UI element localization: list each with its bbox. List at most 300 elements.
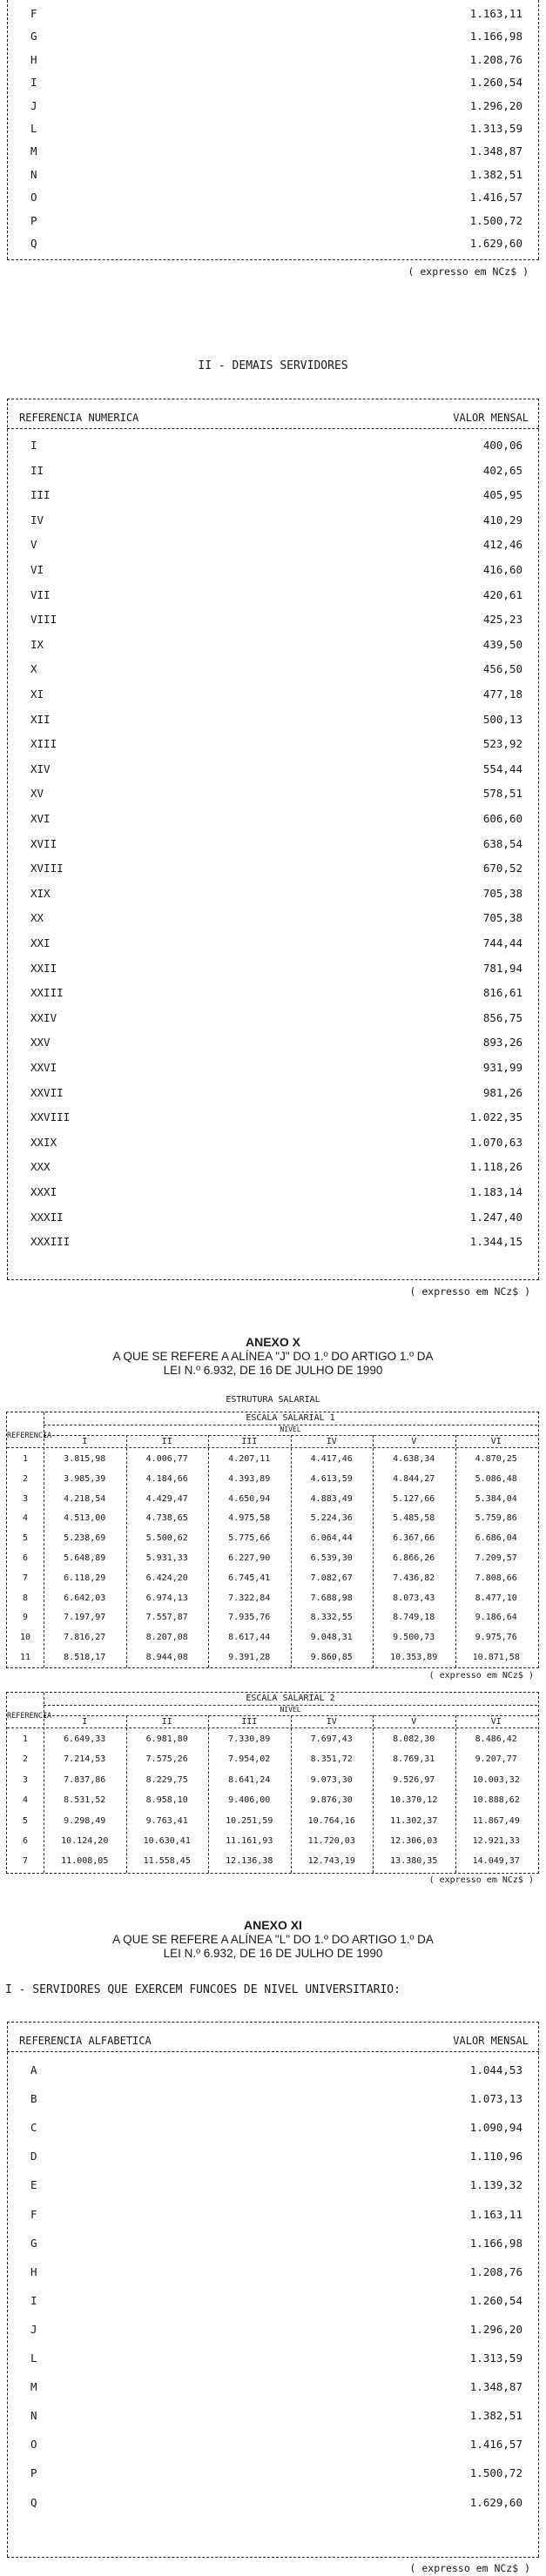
annex-xi-value: 1.073,13 bbox=[469, 2092, 522, 2106]
section-ii-value-header: VALOR MENSAL bbox=[453, 412, 529, 424]
salary-scale-2-cell: 8.351,72 bbox=[310, 1754, 353, 1765]
salary-scale-1-cell: 4.429,47 bbox=[145, 1493, 188, 1504]
section-ii-value: 405,95 bbox=[482, 488, 522, 502]
annex-xi-row bbox=[8, 2122, 538, 2134]
salary-scale-2-cell: 8.958,10 bbox=[145, 1795, 188, 1806]
section-ii-value: 1.022,35 bbox=[469, 1110, 522, 1124]
salary-scale-1-cell: 6.227,90 bbox=[228, 1553, 271, 1563]
section-ii-value: 606,60 bbox=[482, 812, 522, 825]
section-ii-value: 416,60 bbox=[482, 563, 522, 576]
annex-xi-ref: M bbox=[30, 2380, 37, 2394]
annex-x-subtitle-2: LEI N.º 6.932, DE 16 DE JULHO DE 1990 bbox=[163, 1364, 383, 1377]
salary-scale-2-row-ref: 7 bbox=[22, 1856, 29, 1867]
salary-scale-2-row-ref: 3 bbox=[22, 1774, 29, 1785]
section-ii-row bbox=[8, 813, 538, 825]
salary-scale-2-cell: 9.526,97 bbox=[393, 1774, 435, 1785]
annex-xi-row bbox=[8, 2093, 538, 2105]
annex-xi-value: 1.044,53 bbox=[469, 2063, 522, 2076]
salary-scale-1-row-ref: 5 bbox=[22, 1533, 29, 1544]
salary-scale-1-cell: 4.184,66 bbox=[145, 1473, 188, 1484]
top-list-ref: L bbox=[30, 122, 37, 135]
top-list-row bbox=[8, 100, 538, 112]
top-list-row bbox=[8, 145, 538, 158]
top-list-ref: M bbox=[30, 144, 37, 158]
section-ii-row bbox=[8, 1161, 538, 1173]
section-ii-row bbox=[8, 465, 538, 477]
section-ii-value: 402,65 bbox=[482, 463, 522, 477]
section-ii-ref: XXXI bbox=[30, 1185, 57, 1198]
annex-xi-ref: O bbox=[30, 2438, 37, 2452]
salary-scale-1-cell: 7.557,87 bbox=[145, 1613, 188, 1623]
salary-scale-2-cell: 12.306,03 bbox=[390, 1836, 438, 1846]
salary-scale-1-cell: 3.985,39 bbox=[64, 1473, 106, 1484]
salary-scale-1-cell: 6.367,66 bbox=[393, 1533, 435, 1544]
salary-scale-1-level-header: VI bbox=[490, 1437, 502, 1446]
salary-scale-2-cell: 10.370,12 bbox=[390, 1795, 438, 1806]
salary-scale-2-nivel-label: NIVEL bbox=[280, 1706, 301, 1714]
section-ii-value: 1.344,15 bbox=[469, 1235, 522, 1249]
salary-scale-2-row-ref: 2 bbox=[22, 1754, 29, 1765]
section-ii-ref: XXX bbox=[30, 1160, 51, 1174]
salary-scale-1-cell: 5.485,58 bbox=[393, 1513, 435, 1524]
section-ii-value: 816,61 bbox=[482, 986, 522, 1000]
salary-scale-1-cell: 4.738,65 bbox=[145, 1513, 188, 1524]
salary-scale-1-cell: 8.617,44 bbox=[228, 1633, 271, 1643]
salary-scale-2-cell: 8.229,75 bbox=[145, 1774, 188, 1785]
salary-scale-1-row-ref: 7 bbox=[22, 1573, 29, 1583]
salary-scale-2-cell: 10.630,41 bbox=[143, 1836, 191, 1846]
salary-scale-1-cell: 5.648,89 bbox=[64, 1553, 106, 1563]
salary-scale-2-cell: 9.298,49 bbox=[64, 1815, 106, 1826]
salary-scale-1-cell: 9.186,64 bbox=[475, 1613, 517, 1623]
section-ii-value: 705,38 bbox=[482, 911, 522, 925]
top-list-value: 1.416,57 bbox=[469, 191, 522, 205]
top-list-ref: Q bbox=[30, 237, 37, 250]
annex-xi-row bbox=[8, 2064, 538, 2076]
annex-xi-row bbox=[8, 2179, 538, 2191]
salary-scale-2-cell: 10.003,32 bbox=[472, 1774, 520, 1785]
section-ii-value: 744,44 bbox=[482, 936, 522, 949]
section-ii-ref: XXVI bbox=[30, 1061, 57, 1074]
annex-xi-ref: C bbox=[30, 2121, 37, 2135]
annex-xi-ref: D bbox=[30, 2150, 37, 2163]
top-list-ref: F bbox=[30, 7, 37, 20]
salary-scale-2-cell: 11.008,05 bbox=[61, 1856, 109, 1867]
salary-scale-2-cell: 8.641,24 bbox=[228, 1774, 271, 1785]
salary-scale-1-cell: 6.118,29 bbox=[64, 1573, 106, 1583]
salary-scale-2-row-ref: 6 bbox=[22, 1836, 29, 1846]
salary-scale-2-level-header: IV bbox=[326, 1717, 337, 1727]
section-ii-value: 420,61 bbox=[482, 587, 522, 601]
salary-scale-1-row-ref: 3 bbox=[22, 1493, 29, 1504]
annex-xi-row bbox=[8, 2410, 538, 2422]
salary-scale-2-cell: 12.743,19 bbox=[307, 1856, 355, 1867]
salary-scale-1-cell: 8.518,17 bbox=[64, 1653, 106, 1662]
salary-scale-2-row-ref: 1 bbox=[22, 1734, 29, 1744]
section-ii-row bbox=[8, 1236, 538, 1248]
salary-scale-1-cell: 10.871,58 bbox=[472, 1653, 520, 1662]
section-ii-ref: XI bbox=[30, 688, 44, 701]
section-ii-ref: III bbox=[30, 488, 51, 502]
section-ii-value: 500,13 bbox=[482, 712, 522, 726]
annex-xi-row bbox=[8, 2352, 538, 2365]
salary-scale-1-title: ESCALA SALARIAL 1 bbox=[246, 1413, 335, 1423]
salary-scale-1-cell: 4.006,77 bbox=[145, 1454, 188, 1464]
section-ii-ref: VIII bbox=[30, 613, 57, 627]
salary-scale-2-cell: 11.558,45 bbox=[143, 1856, 191, 1867]
salary-scale-1-cell: 8.207,08 bbox=[145, 1633, 188, 1643]
salary-scale-1-cell: 8.477,10 bbox=[475, 1593, 517, 1603]
section-ii-ref: XXIII bbox=[30, 986, 64, 1000]
section-ii-ref: I bbox=[30, 439, 37, 452]
salary-scale-1-cell: 4.417,46 bbox=[310, 1454, 353, 1464]
annex-xi-row bbox=[8, 2237, 538, 2250]
section-ii-value: 981,26 bbox=[482, 1085, 522, 1099]
top-list-value: 1.208,76 bbox=[469, 52, 522, 66]
salary-scale-2-cell: 9.207,77 bbox=[475, 1754, 517, 1765]
annex-x-subtitle-1: A QUE SE REFERE A ALÍNEA "J" DO 1.º DO ARTIGO 1.º DA bbox=[112, 1350, 434, 1363]
annex-xi-ref-header: REFERENCIA ALFABETICA bbox=[19, 2035, 152, 2047]
annex-xi-value: 1.296,20 bbox=[469, 2322, 522, 2336]
annex-xi-ref: I bbox=[30, 2293, 37, 2307]
section-ii-row bbox=[8, 663, 538, 675]
top-list-value: 1.296,20 bbox=[469, 98, 522, 112]
salary-scale-2-level-header: III bbox=[241, 1717, 258, 1727]
salary-scale-2-table bbox=[6, 1692, 539, 1874]
top-list-row bbox=[8, 30, 538, 43]
section-ii-row bbox=[8, 1211, 538, 1224]
section-ii-ref: XX bbox=[30, 911, 44, 925]
salary-scale-2-level-header: V bbox=[411, 1717, 417, 1727]
top-list-value: 1.500,72 bbox=[469, 213, 522, 227]
annex-xi-value: 1.348,87 bbox=[469, 2380, 522, 2394]
section-ii-row bbox=[8, 439, 538, 452]
salary-scale-1-cell: 7.816,27 bbox=[64, 1633, 106, 1643]
salary-scale-1-ref-header: REFERENCIA bbox=[7, 1432, 52, 1440]
salary-scale-1-cell: 10.353,89 bbox=[390, 1653, 438, 1662]
salary-scale-1-cell: 7.197,97 bbox=[64, 1613, 106, 1623]
section-ii-ref: XVI bbox=[30, 812, 51, 825]
salary-scale-1-row-ref: 2 bbox=[22, 1473, 29, 1484]
top-list-ref: O bbox=[30, 191, 37, 205]
section-ii-value: 781,94 bbox=[482, 961, 522, 975]
section-ii-value: 554,44 bbox=[482, 761, 522, 775]
salary-scale-2-row-ref: 5 bbox=[22, 1815, 29, 1826]
annex-xi-ref: H bbox=[30, 2264, 37, 2278]
salary-scale-2-title: ESCALA SALARIAL 2 bbox=[246, 1694, 335, 1703]
salary-scale-2-cell: 7.214,53 bbox=[64, 1754, 106, 1765]
section-ii-value: 705,38 bbox=[482, 886, 522, 900]
salary-scale-1-cell: 5.238,69 bbox=[64, 1533, 106, 1544]
top-list-currency-note: ( expresso em NCz$ ) bbox=[408, 265, 529, 278]
salary-scale-1-cell: 4.638,34 bbox=[393, 1454, 435, 1464]
salary-scale-1-nivel-label: NIVEL bbox=[280, 1426, 301, 1433]
top-list-row bbox=[8, 238, 538, 250]
salary-scale-1-cell: 8.073,43 bbox=[393, 1593, 435, 1603]
top-list-row bbox=[8, 191, 538, 204]
salary-scale-1-cell: 4.218,54 bbox=[64, 1493, 106, 1504]
section-ii-ref: XXI bbox=[30, 936, 51, 949]
salary-scale-2-cell: 8.082,30 bbox=[393, 1734, 435, 1744]
salary-scale-1-cell: 7.322,84 bbox=[228, 1593, 271, 1603]
section-ii-ref: XVIII bbox=[30, 862, 64, 875]
salary-scale-2-cell: 8.769,31 bbox=[393, 1754, 435, 1765]
section-ii-ref: XXV bbox=[30, 1036, 51, 1050]
section-ii-row bbox=[8, 788, 538, 800]
top-list-row bbox=[8, 54, 538, 66]
salary-scale-2-cell: 11.302,37 bbox=[390, 1815, 438, 1826]
section-ii-row bbox=[8, 763, 538, 775]
salary-scale-2-cell: 13.380,35 bbox=[390, 1856, 438, 1867]
section-ii-value: 1.118,26 bbox=[469, 1160, 522, 1174]
top-list-row bbox=[8, 123, 538, 135]
top-list-value: 1.382,51 bbox=[469, 167, 522, 181]
section-ii-row bbox=[8, 1111, 538, 1124]
section-ii-row bbox=[8, 489, 538, 501]
salary-scale-1-cell: 7.082,67 bbox=[310, 1573, 353, 1583]
salary-scale-2-cell: 12.136,38 bbox=[226, 1856, 273, 1867]
salary-scale-1-cell: 4.207,11 bbox=[228, 1454, 271, 1464]
salary-scale-1-row-ref: 10 bbox=[19, 1633, 31, 1643]
top-list-row bbox=[8, 169, 538, 181]
salary-scale-2-cell: 6.649,33 bbox=[64, 1734, 106, 1744]
salary-scale-2-row-ref: 4 bbox=[22, 1795, 29, 1806]
salary-scale-1-cell: 4.613,59 bbox=[310, 1473, 353, 1484]
salary-scale-2-cell: 11.720,03 bbox=[307, 1836, 355, 1846]
salary-scale-1-level-header: IV bbox=[326, 1437, 337, 1446]
section-ii-value: 670,52 bbox=[482, 862, 522, 875]
salary-scale-1-cell: 6.424,20 bbox=[145, 1573, 188, 1583]
section-ii-ref: XIV bbox=[30, 761, 51, 775]
salary-scale-1-cell: 3.815,98 bbox=[64, 1454, 106, 1464]
section-ii-ref: XXVIII bbox=[30, 1110, 71, 1124]
section-ii-value: 893,26 bbox=[482, 1036, 522, 1050]
salary-scale-2-level-header: I bbox=[82, 1717, 88, 1727]
salary-scale-1-cell: 8.332,55 bbox=[310, 1613, 353, 1623]
section-ii-row bbox=[8, 888, 538, 900]
section-ii-ref: XXII bbox=[30, 961, 57, 975]
annex-xi-value: 1.166,98 bbox=[469, 2236, 522, 2250]
salary-scale-1-table bbox=[6, 1412, 539, 1668]
salary-scale-2-cell: 7.330,89 bbox=[228, 1734, 271, 1744]
salary-scale-1-cell: 7.209,57 bbox=[475, 1553, 517, 1563]
salary-scale-2-cell: 12.921,33 bbox=[472, 1836, 520, 1846]
section-ii-value: 412,46 bbox=[482, 538, 522, 552]
top-list-ref: J bbox=[30, 98, 37, 112]
salary-scale-1-cell: 4.975,58 bbox=[228, 1513, 271, 1524]
salary-scale-1-level-header: III bbox=[241, 1437, 258, 1446]
annex-xi-row bbox=[8, 2381, 538, 2393]
section-ii-ref-header: REFERENCIA NUMERICA bbox=[19, 412, 139, 424]
salary-scale-1-cell: 6.686,04 bbox=[475, 1533, 517, 1544]
section-ii-value: 638,54 bbox=[482, 836, 522, 850]
top-list-row bbox=[8, 8, 538, 20]
salary-scale-1-cell: 6.539,30 bbox=[310, 1553, 353, 1563]
salary-scale-1-cell: 5.759,86 bbox=[475, 1513, 517, 1524]
top-list-value: 1.260,54 bbox=[469, 76, 522, 90]
top-list-value: 1.313,59 bbox=[469, 122, 522, 135]
section-ii-row bbox=[8, 688, 538, 701]
salary-structure-label: ESTRUTURA SALARIAL bbox=[226, 1395, 320, 1405]
salary-scale-2-cell: 9.876,30 bbox=[310, 1795, 353, 1806]
salary-scale-2-header-rule bbox=[7, 1727, 537, 1728]
salary-scale-1-cell: 5.384,04 bbox=[475, 1493, 517, 1504]
salary-scale-1-level-header: V bbox=[411, 1437, 417, 1446]
annex-xi-title: ANEXO XI bbox=[244, 1918, 302, 1932]
section-ii-row bbox=[8, 1137, 538, 1149]
section-ii-value: 578,51 bbox=[482, 787, 522, 801]
salary-scale-2-cell: 10.251,59 bbox=[226, 1815, 273, 1826]
salary-scale-1-cell: 4.513,00 bbox=[64, 1513, 106, 1524]
salary-scale-1-cell: 5.775,66 bbox=[228, 1533, 271, 1544]
salary-scale-2-level-header: VI bbox=[490, 1717, 502, 1727]
section-ii-header-rule bbox=[7, 428, 539, 429]
annex-xi-value: 1.629,60 bbox=[469, 2495, 522, 2509]
salary-scale-1-cell: 5.127,66 bbox=[393, 1493, 435, 1504]
salary-scale-2-cell: 9.763,41 bbox=[145, 1815, 188, 1826]
annex-xi-value: 1.416,57 bbox=[469, 2438, 522, 2452]
salary-scale-2-cell: 10.888,62 bbox=[472, 1795, 520, 1806]
annex-xi-ref: F bbox=[30, 2207, 37, 2221]
section-ii-ref: VII bbox=[30, 587, 51, 601]
section-ii-value: 1.070,63 bbox=[469, 1135, 522, 1149]
salary-scale-1-note: ( expresso em NCz$ ) bbox=[428, 1671, 534, 1680]
section-ii-value: 931,99 bbox=[482, 1061, 522, 1074]
annex-xi-value: 1.260,54 bbox=[469, 2293, 522, 2307]
section-ii-row bbox=[8, 1186, 538, 1198]
section-ii-value: 400,06 bbox=[482, 439, 522, 452]
salary-scale-1-level-header: I bbox=[82, 1437, 88, 1446]
section-ii-row bbox=[8, 862, 538, 875]
salary-scale-2-cell: 8.531,52 bbox=[64, 1795, 106, 1806]
salary-scale-2-cell: 9.406,00 bbox=[228, 1795, 271, 1806]
salary-scale-1-cell: 9.391,28 bbox=[228, 1653, 271, 1662]
top-list-ref: N bbox=[30, 167, 37, 181]
annex-xi-subtitle-1: A QUE SE REFERE A ALÍNEA "L" DO 1.º DO ARTIGO 1.º DA bbox=[112, 1933, 434, 1946]
section-ii-ref: XV bbox=[30, 787, 44, 801]
top-list-value: 1.348,87 bbox=[469, 144, 522, 158]
salary-scale-1-cell: 4.883,49 bbox=[310, 1493, 353, 1504]
section-ii-value: 456,50 bbox=[482, 662, 522, 676]
section-ii-row bbox=[8, 1012, 538, 1024]
annex-xi-section-title: I - SERVIDORES QUE EXERCEM FUNCOES DE NIVEL UNIVERSITARIO: bbox=[5, 1983, 401, 1996]
annex-xi-row bbox=[8, 2324, 538, 2336]
salary-scale-1-level-header: II bbox=[161, 1437, 172, 1446]
section-ii-row bbox=[8, 539, 538, 551]
salary-scale-1-cell: 5.500,62 bbox=[145, 1533, 188, 1544]
salary-scale-1-cell: 6.974,13 bbox=[145, 1593, 188, 1603]
section-ii-value: 477,18 bbox=[482, 688, 522, 701]
salary-scale-1-row-ref: 4 bbox=[22, 1513, 29, 1524]
salary-scale-1-cell: 8.749,18 bbox=[393, 1613, 435, 1623]
salary-scale-2-cell: 7.697,43 bbox=[310, 1734, 353, 1744]
top-list-ref: P bbox=[30, 213, 37, 227]
salary-scale-1-cell: 6.642,03 bbox=[64, 1593, 106, 1603]
annex-xi-value: 1.110,96 bbox=[469, 2150, 522, 2163]
section-ii-row bbox=[8, 1062, 538, 1074]
salary-scale-2-cell: 7.837,86 bbox=[64, 1774, 106, 1785]
salary-scale-1-row-ref: 1 bbox=[22, 1454, 29, 1464]
salary-scale-1-header-rule bbox=[7, 1447, 537, 1448]
section-ii-row bbox=[8, 937, 538, 949]
salary-scale-1-cell: 6.745,41 bbox=[228, 1573, 271, 1583]
salary-scale-1-cell: 5.086,48 bbox=[475, 1473, 517, 1484]
salary-scale-2-cell: 10.764,16 bbox=[307, 1815, 355, 1826]
section-ii-row bbox=[8, 738, 538, 750]
section-ii-value: 410,29 bbox=[482, 513, 522, 527]
section-ii-row bbox=[8, 1087, 538, 1099]
section-ii-ref: XXIV bbox=[30, 1010, 57, 1024]
salary-scale-1-cell: 6.866,26 bbox=[393, 1553, 435, 1563]
annex-xi-row bbox=[8, 2295, 538, 2307]
salary-scale-1-cell: 9.500,73 bbox=[393, 1633, 435, 1643]
salary-scale-1-cell: 7.935,76 bbox=[228, 1613, 271, 1623]
section-ii-row bbox=[8, 963, 538, 975]
top-list-bottom-rule bbox=[7, 259, 539, 260]
annex-xi-row bbox=[8, 2209, 538, 2221]
annex-xi-bottom-rule bbox=[7, 2557, 539, 2558]
top-list-ref: H bbox=[30, 52, 37, 66]
top-list-row bbox=[8, 77, 538, 89]
salary-scale-1-cell: 7.808,66 bbox=[475, 1573, 517, 1583]
section-ii-ref: X bbox=[30, 662, 37, 676]
annex-xi-ref: P bbox=[30, 2466, 37, 2480]
section-ii-row bbox=[8, 912, 538, 924]
section-ii-value: 425,23 bbox=[482, 613, 522, 627]
top-list-value: 1.629,60 bbox=[469, 237, 522, 250]
section-ii-row bbox=[8, 838, 538, 850]
section-ii-ref: XIX bbox=[30, 886, 51, 900]
section-ii-table bbox=[7, 399, 539, 1279]
annex-xi-ref: G bbox=[30, 2236, 37, 2250]
top-list-row bbox=[8, 215, 538, 227]
section-ii-ref: II bbox=[30, 463, 44, 477]
annex-xi-value: 1.500,72 bbox=[469, 2466, 522, 2480]
section-ii-ref: XXIX bbox=[30, 1135, 57, 1149]
annex-xi-value: 1.382,51 bbox=[469, 2409, 522, 2423]
annex-xi-row bbox=[8, 2467, 538, 2479]
section-ii-value: 856,75 bbox=[482, 1010, 522, 1024]
salary-scale-1-cell: 4.393,89 bbox=[228, 1473, 271, 1484]
salary-scale-1-cell: 9.048,31 bbox=[310, 1633, 353, 1643]
salary-scale-1-row-ref: 9 bbox=[22, 1613, 29, 1623]
annex-xi-subtitle-2: LEI N.º 6.932, DE 16 DE JULHO DE 1990 bbox=[163, 1947, 383, 1960]
salary-scale-2-cell: 11.867,49 bbox=[472, 1815, 520, 1826]
salary-scale-1-cell: 9.975,76 bbox=[475, 1633, 517, 1643]
annex-xi-value: 1.163,11 bbox=[469, 2207, 522, 2221]
salary-scale-1-cell: 4.844,27 bbox=[393, 1473, 435, 1484]
annex-xi-table bbox=[7, 2022, 539, 2557]
section-ii-value: 439,50 bbox=[482, 637, 522, 651]
annex-xi-row bbox=[8, 2150, 538, 2163]
section-ii-row bbox=[8, 514, 538, 527]
annex-xi-value-header: VALOR MENSAL bbox=[453, 2035, 529, 2047]
annex-xi-value: 1.208,76 bbox=[469, 2264, 522, 2278]
salary-scale-1-cell: 4.870,25 bbox=[475, 1454, 517, 1464]
annex-xi-header-rule bbox=[7, 2051, 539, 2052]
annex-xi-ref: A bbox=[30, 2063, 37, 2076]
section-ii-row bbox=[8, 1036, 538, 1049]
annex-xi-ref: J bbox=[30, 2322, 37, 2336]
top-list-value: 1.166,98 bbox=[469, 30, 522, 44]
section-ii-row bbox=[8, 589, 538, 601]
salary-scale-1-cell: 4.650,94 bbox=[228, 1493, 271, 1504]
section-ii-ref: IX bbox=[30, 637, 44, 651]
top-list-ref: G bbox=[30, 30, 37, 44]
section-ii-row bbox=[8, 639, 538, 651]
salary-scale-1-row-ref: 11 bbox=[19, 1653, 31, 1662]
salary-scale-1-row-ref: 6 bbox=[22, 1553, 29, 1563]
